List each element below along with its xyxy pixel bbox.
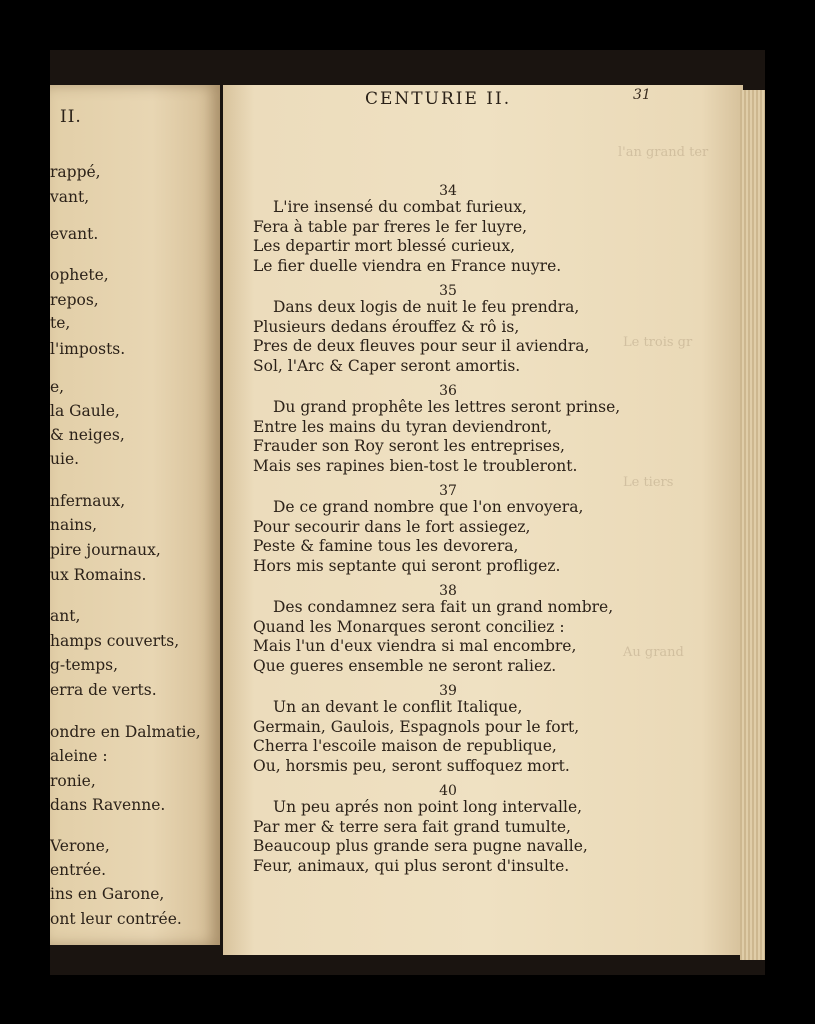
left-page-line: aleine : (50, 747, 108, 765)
verse-line: L'ire insensé du combat furieux, (273, 198, 527, 216)
left-page-line: pire journaux, (50, 541, 161, 559)
verse-line: Cherra l'escoile maison de republique, (253, 737, 557, 755)
verse-line: Feur, animaux, qui plus seront d'insulte. (253, 856, 570, 875)
verse-line: Peste & famine tous les devorera, (253, 537, 519, 555)
left-page-line: Verone, (50, 837, 110, 855)
left-page-line: ondre en Dalmatie, (50, 723, 201, 741)
verse-line: Germain, Gaulois, Espagnols pour le fort, (253, 717, 580, 736)
left-page-header: II. (60, 107, 82, 127)
left-page-line: nains, (50, 516, 98, 534)
verse-line: De ce grand nombre que l'on envoyera, (273, 498, 584, 516)
left-page-line: & neiges, (50, 426, 125, 444)
left-page-line: repos, (50, 291, 99, 309)
stanza-number: 39 (439, 683, 457, 699)
left-page-line: ant, (50, 607, 81, 625)
left-page-line: evant. (50, 225, 99, 243)
verse-line: Les departir mort blessé curieux, (253, 237, 516, 255)
verse-line: Des condamnez sera fait un grand nombre, (273, 598, 614, 616)
verse-line: Mais l'un d'eux viendra si mal encombre, (253, 637, 577, 655)
verse-line: Par mer & terre sera fait grand tumulte, (253, 817, 571, 836)
left-page-line: erra de verts. (50, 681, 157, 699)
left-page-line: entrée. (50, 861, 107, 879)
book-photo-frame (50, 50, 765, 975)
verse-line: Pres de deux fleuves pour seur il aviendra, (253, 337, 590, 355)
verse-line: Le fier duelle viendra en France nuyre. (253, 256, 562, 275)
left-page-line: te, (50, 314, 71, 332)
verse-line: Pour secourir dans le fort assiegez, (253, 517, 531, 536)
verse-line: Que gueres ensemble ne seront raliez. (253, 656, 557, 675)
page-number: 31 (633, 87, 651, 103)
verse-line: Fera à table par freres le fer luyre, (253, 217, 528, 236)
left-page-line: ont leur contrée. (50, 910, 182, 928)
left-page-line: ronie, (50, 772, 96, 790)
stanza-number: 37 (439, 483, 457, 499)
left-page-line: e, (50, 378, 65, 396)
verse-line: Un peu aprés non point long intervalle, (273, 798, 583, 816)
stanza-number: 38 (439, 583, 457, 599)
left-page-line: vant, (50, 188, 90, 206)
left-page-line: uie. (50, 450, 80, 468)
verse-line: Un an devant le conflit Italique, (273, 698, 523, 716)
left-page-line: hamps couverts, (50, 632, 180, 650)
left-page-line: l'imposts. (50, 340, 126, 358)
left-page-line: ins en Garone, (50, 885, 165, 903)
left-page-line: nfernaux, (50, 492, 126, 510)
verse-line: Quand les Monarques seront conciliez : (253, 617, 565, 636)
stanza-number: 40 (439, 783, 457, 799)
verse-line: Frauder son Roy seront les entreprises, (253, 437, 565, 455)
left-page-line: g-temps, (50, 656, 119, 674)
verse-line: Hors mis septante qui seront profligez. (253, 556, 561, 575)
verse-line: Plusieurs dedans érouffez & rô is, (253, 317, 520, 336)
verse-line: Ou, horsmis peu, seront suffoquez mort. (253, 756, 570, 775)
left-page-line: la Gaule, (50, 402, 120, 420)
right-page: l'an grand ter Le trois gr Le tiers Au grand CENTURIE II. 31 34 L'ire insensé du combat furieux, Fera à table par freres le fer luyre, Les departir mort blessé curieux, Le fier duelle viendra en France nuyre. 35 Dans deux logis de nuit le feu prendra, Plusieurs dedans érouffez & rô is, Pres de deux fleuves pour seur il aviendra, Sol, l'Arc & Caper seront amortis. 36 Du grand prophête les lettres seront prinse, Entre les mains du tyran deviendront, Frauder son Roy seront les entreprises, Mais ses rapines bien-tost le troubleront. 37 De ce grand nombre que l'on envoyera, Pour secourir dans le fort assiegez, Peste & famine tous les devorera, Hors mis septante qui seront profligez. 38 Des condamnez sera fait un grand nombre, Quand les Monarques seront conciliez : Mais l'un d'eux viendra si mal encombre, Que gueres ensemble ne seront raliez. 39 Un an devant le conflit Italique, Germain, Gaulois, Espagnols pour le fort, Cherra l'escoile maison de republique, Ou, horsmis peu, seront suffoquez mort. 40 Un peu aprés non point long intervalle, Par mer & terre sera fait grand tumulte, Beaucoup plus grande sera pugne navalle, Feur, animaux, qui plus seront d'insulte. (223, 85, 743, 955)
stanza-number: 34 (439, 183, 457, 199)
left-page (50, 85, 220, 945)
left-page-line: ux Romains. (50, 566, 147, 584)
stanza-number: 35 (439, 283, 457, 299)
verse-line: Entre les mains du tyran deviendront, (253, 417, 552, 436)
running-header: CENTURIE II. (365, 89, 512, 109)
left-page-line: rappé, (50, 163, 101, 181)
left-page-line: dans Ravenne. (50, 796, 166, 814)
verse-line: Sol, l'Arc & Caper seront amortis. (253, 356, 521, 375)
left-page-line: ophete, (50, 266, 109, 284)
page-edge (740, 90, 765, 960)
verse-line: Du grand prophête les lettres seront prinse, (273, 398, 621, 416)
verse-line: Beaucoup plus grande sera pugne navalle, (253, 837, 588, 855)
verse-line: Mais ses rapines bien-tost le troubleront. (253, 456, 578, 475)
stanza-number: 36 (439, 383, 457, 399)
verse-line: Dans deux logis de nuit le feu prendra, (273, 298, 580, 316)
